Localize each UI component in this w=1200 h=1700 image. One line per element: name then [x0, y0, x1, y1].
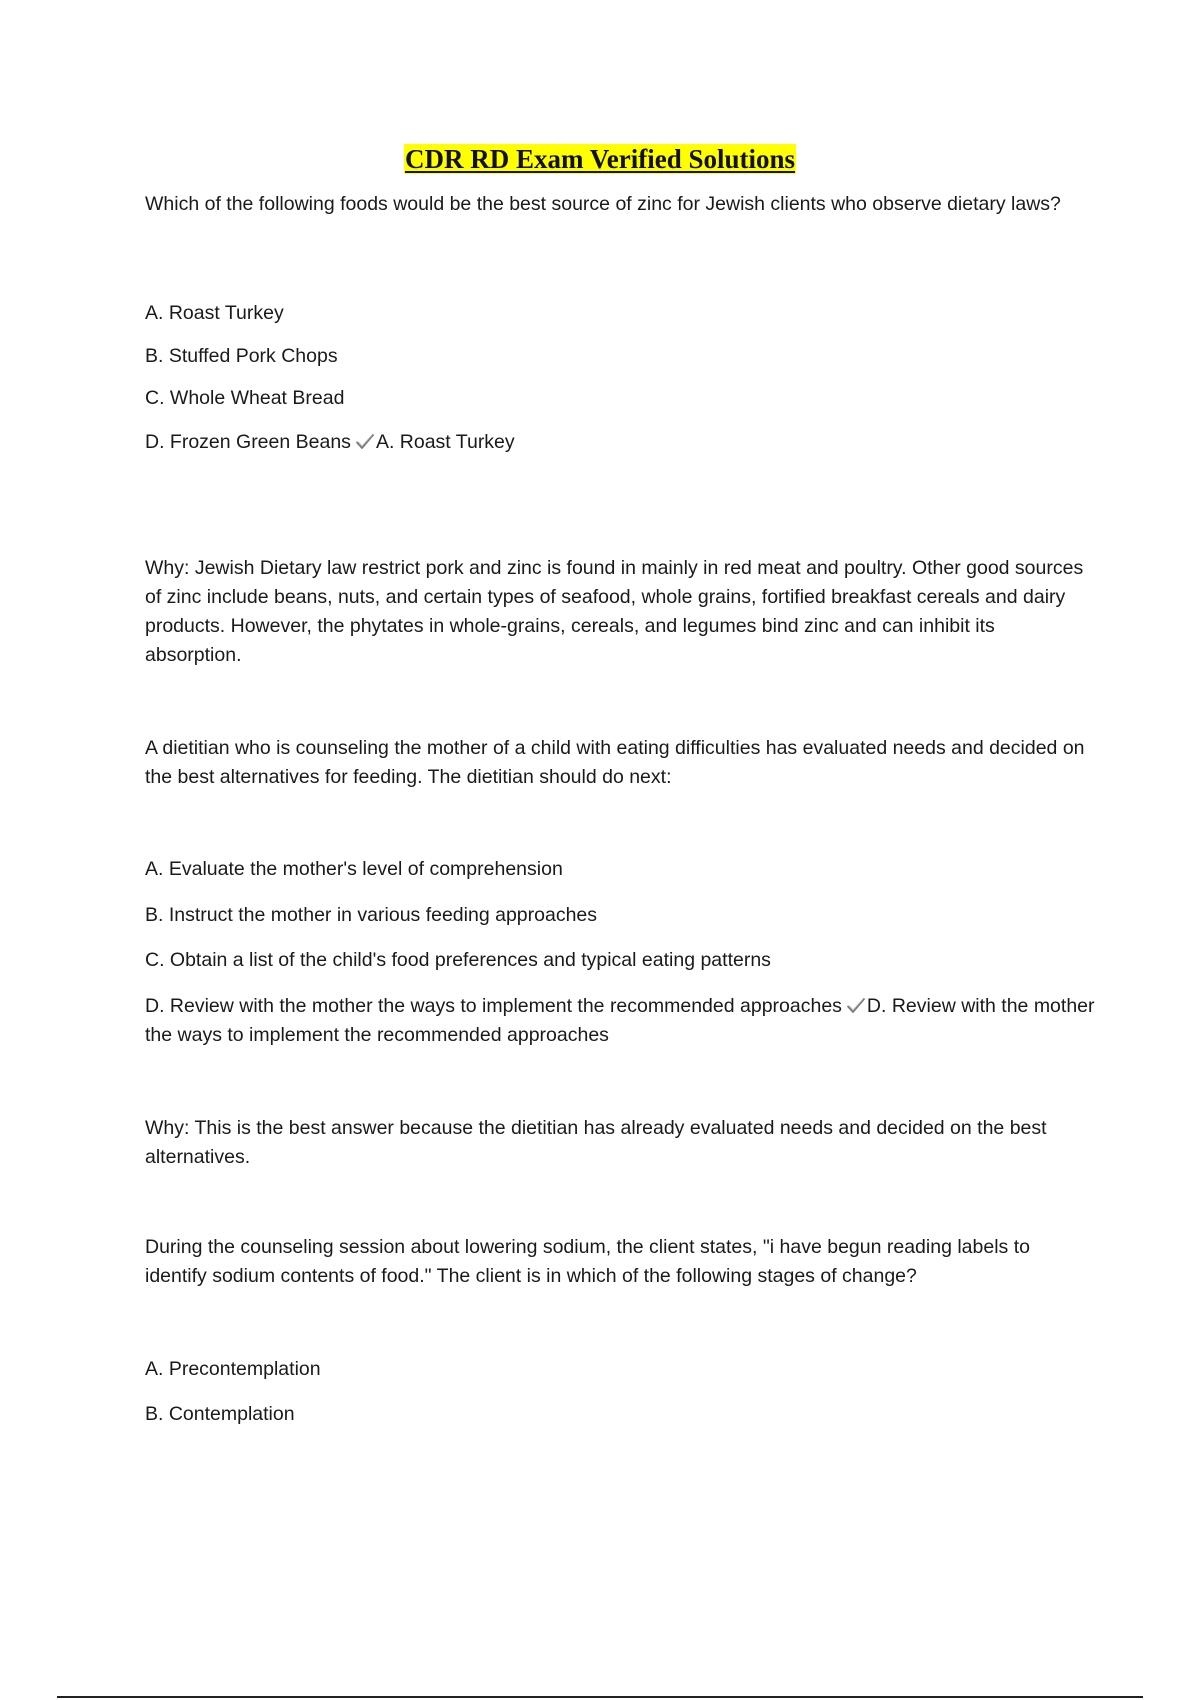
title-text: CDR RD Exam Verified Solutions: [404, 144, 796, 174]
document-title: [0, 142, 1200, 176]
question-1-option-c: C. Whole Wheat Bread: [145, 387, 345, 409]
question-2-option-d: D. Review with the mother the ways to implement the recommended approaches: [145, 995, 842, 1017]
question-2-option-a: A. Evaluate the mother's level of comprehension: [145, 858, 563, 880]
question-2-why: Why: This is the best answer because the dietitian has already evaluated needs and decided on the best alternatives.: [145, 1117, 1047, 1168]
question-2-answer: D. Review with the mother the ways to implement the recommended approaches: [145, 995, 1095, 1046]
question-3-option-b: B. Contemplation: [145, 1403, 295, 1425]
question-1-why: Why: Jewish Dietary law restrict pork and zinc is found in mainly in red meat and poultry. Other good sources of zinc include beans, nuts, and certain types of seafood, whole grains, fortified breakfast cereals and dairy products. However, the phytates in whole-grains, cereals, and legumes bind zinc and can inhibit its absorption.: [145, 557, 1084, 666]
question-2-option-c: C. Obtain a list of the child's food preferences and typical eating patterns: [145, 949, 771, 971]
question-1-answer: A. Roast Turkey: [375, 431, 515, 453]
question-2-text: A dietitian who is counseling the mother of a child with eating difficulties has evaluated needs and decided on the best alternatives for feeding. The dietitian should do next:: [145, 737, 1085, 788]
question-1-option-d-with-answer: [145, 428, 1095, 457]
page-bottom-divider: [57, 1696, 1143, 1698]
check-icon: [355, 433, 375, 451]
question-3-text: During the counseling session about lowering sodium, the client states, "i have begun reading labels to identify sodium contents of food." The client is in which of the following stages of change?: [145, 1236, 1030, 1287]
question-1-option-b: B. Stuffed Pork Chops: [145, 345, 338, 367]
check-icon: [846, 997, 866, 1015]
question-3-option-a: A. Precontemplation: [145, 1358, 321, 1380]
question-2-option-d-with-answer: [145, 992, 1095, 1050]
question-1-option-a: A. Roast Turkey: [145, 302, 284, 324]
question-1-text: Which of the following foods would be the best source of zinc for Jewish clients who observe dietary laws?: [145, 193, 1061, 215]
question-2-option-b: B. Instruct the mother in various feeding approaches: [145, 904, 598, 926]
question-1-option-d: D. Frozen Green Beans: [145, 431, 351, 453]
